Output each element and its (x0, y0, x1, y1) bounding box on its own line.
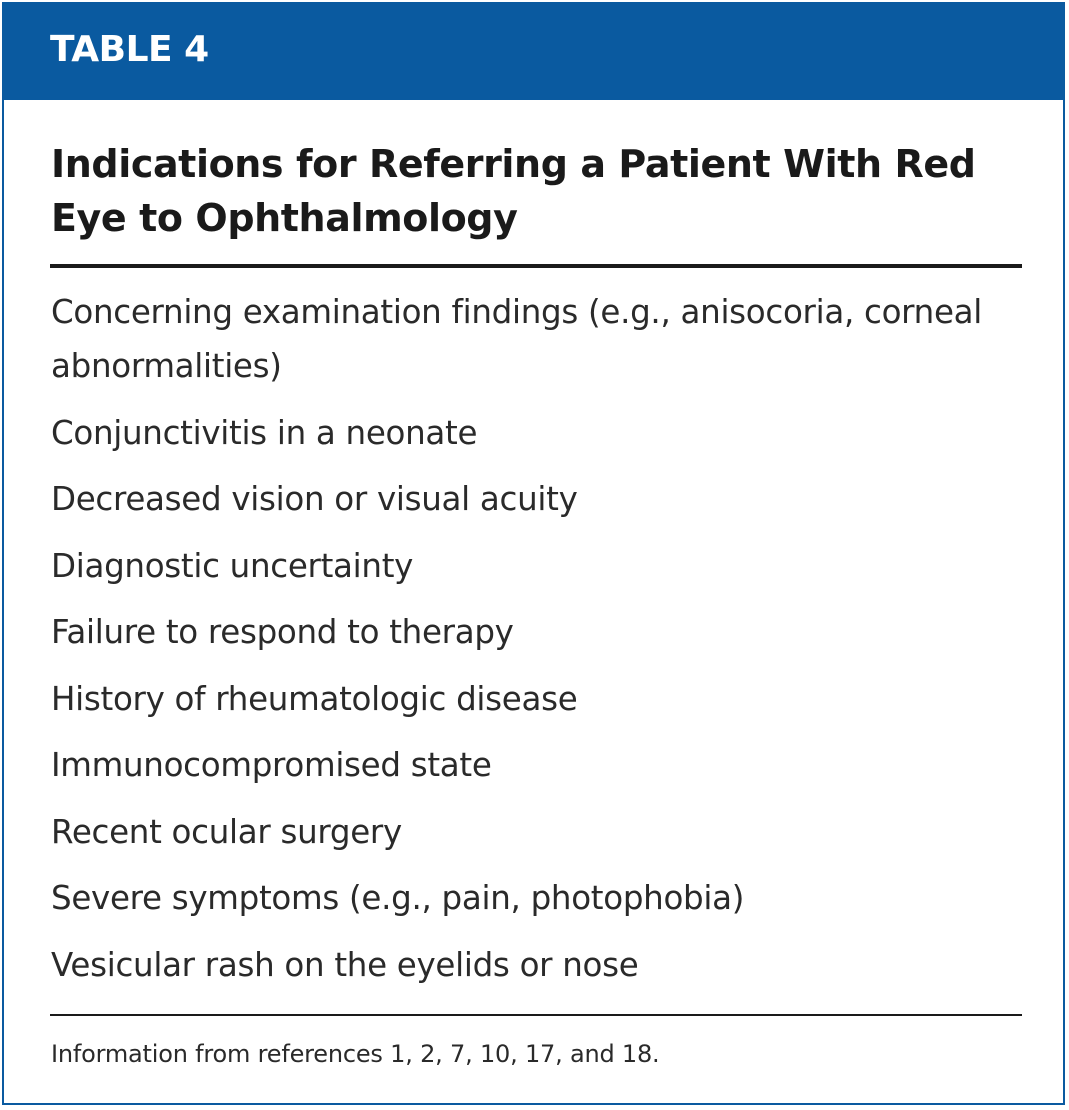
indications-list (51, 285, 1026, 1004)
list-item: Concerning examination findings (e.g., anisocoria, corneal abnormalities) (51, 293, 982, 385)
list-item: Failure to respond to therapy (51, 613, 514, 651)
list-item: Severe symptoms (e.g., pain, photophobia) (51, 879, 745, 917)
list-item: Recent ocular surgery (51, 812, 402, 851)
list-item: Decreased vision or visual acuity (51, 480, 578, 518)
table-frame (2, 2, 1065, 1105)
source-footnote: Information from references 1, 2, 7, 10, 17, and 18. (51, 1040, 660, 1068)
title-divider (50, 264, 1022, 268)
list-item: Conjunctivitis in a neonate (51, 413, 478, 452)
list-item: Vesicular rash on the eyelids or nose (51, 945, 639, 984)
table-title: Indications for Referring a Patient With Red Eye to Ophthalmology (51, 142, 976, 240)
list-item: Immunocompromised state (51, 746, 492, 784)
table-header-band (4, 4, 1063, 100)
list-item: History of rheumatologic disease (51, 679, 578, 718)
footnote-divider (50, 1014, 1022, 1016)
list-item: Diagnostic uncertainty (51, 546, 414, 585)
table-number-label: TABLE 4 (50, 29, 209, 70)
